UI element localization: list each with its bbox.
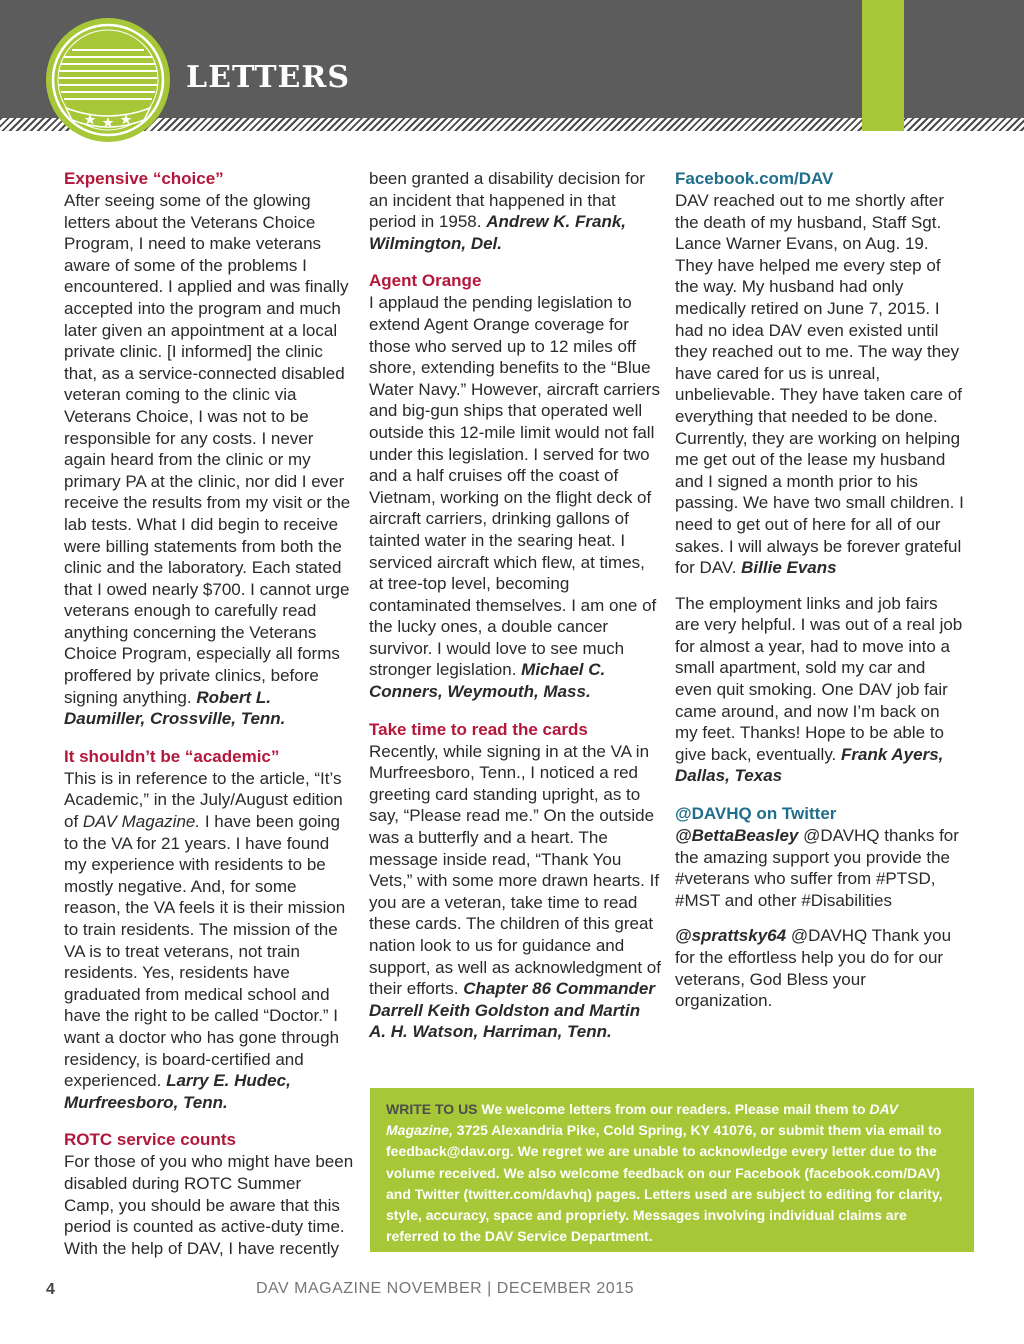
letter-body: [64, 190, 354, 730]
letter-body-continued: [369, 168, 661, 254]
letter-text: Recently, while signing in at the VA in Murfreesboro, Tenn., I noticed a red greeting card standing upright, as to say, “Please read me.” On the outside was a butterfly and a heart. The message inside read, “Thank You Vets,” with some more drawn hearts. If you are a veteran, take time to read these cards. The children of this great nation look to us for guidance and support, as well as acknowledgment of their efforts.: [369, 741, 661, 999]
post-signature: Frank Ayers, Dallas, Texas: [675, 744, 944, 786]
tweet-text: @DAVHQ thanks for the amazing support you provide the #veterans who suffer from #PTSD, #MST and other #Disabilities: [675, 826, 959, 910]
letter-text: I applaud the pending legislation to extend Agent Orange coverage for those who served up to 12 miles off shore, extending benefits to the “Blue Water Navy.” However, aircraft carriers and big-gun ships that operated well outside this 12-mile limit would not fall under this legislation. I served for two and a half cruises off the coast of Vietnam, working on the flight deck of aircraft carriers, drinking gallons of tainted water in the searing heat. I serviced aircraft which flew, at times, at tree-top level, becoming contaminated themselves. I am one of the lucky ones, a double cancer survivor. I would love to see much stronger legislation.: [369, 293, 660, 680]
post-signature: Billie Evans: [741, 558, 837, 578]
letter-title: Agent Orange: [369, 271, 482, 291]
facebook-post: [675, 190, 965, 579]
tweet: [675, 925, 965, 1011]
letter-text: I have been going to the VA for 21 years. I have found my experience with residents to be mostly negative. And, for some reason, the VA feels it is their mission to train residents. The mission of the VA is to treat veterans, not train residents. Yes, residents have graduated from medical school and have the right to be called “Doctor.” I want a doctor who has gone through residency, is board-certified and experienced.: [64, 812, 346, 1091]
column-2: [369, 168, 661, 1043]
header-accent-strip: [862, 0, 904, 131]
letter-title: ROTC service counts: [64, 1130, 236, 1150]
letter-title: It shouldn’t be “academic”: [64, 746, 280, 766]
section-title: LETTERS: [186, 60, 351, 95]
letter-text: After seeing some of the glowing letters about the Veterans Choice Program, I need to make veterans aware of some of the problems I encountered. I applied and was finally accepted into the program and much later given an appointment at a local private clinic. [I informed] the clinic that, as a service-connected disabled veteran coming to the clinic via Veterans Choice, I was not to be responsible for any costs. I never again heard from the clinic or my primary PA at the clinic, nor did I ever receive the results from my visit or the lab tests. What I did begin to receive were billing statements from both the clinic and the laboratory. Each stated that I owed nearly $700. I cannot urge veterans enough to carefully read anything concerning the Veterans Choice Program, especially all forms proffered by private clinics, before signing anything.: [64, 191, 351, 707]
footer-publication: DAV MAGAZINE NOVEMBER | DECEMBER 2015: [256, 1280, 634, 1297]
letter-title: Take time to read the cards: [369, 719, 588, 739]
letter-signature: Chapter 86 Commander Darrell Keith Goldston and Martin A. H. Watson, Harriman, Tenn.: [369, 979, 655, 1042]
column-1: [64, 168, 354, 1259]
letters-badge-icon: [44, 16, 172, 144]
letter-signature: Robert L. Daumiller, Crossville, Tenn.: [64, 687, 286, 729]
tweet-handle: @BettaBeasley: [675, 826, 799, 846]
letter-body: [369, 741, 661, 1043]
write-to-us-text: 3725 Alexandria Pike, Cold Spring, KY 41076, or submit them via email to feedback@dav.org. We regret we are unable to acknowledge every letter due to the volume received. We also welcome feedback on our Facebook (facebook.com/DAV) and Twitter (twitter.com/davhq) pages. Letters used are subject to editing for clarity, style, accuracy, space and propriety. Messages involving individual claims are referred to the DAV Service Department.: [386, 1122, 943, 1245]
letter-body: [64, 768, 354, 1114]
page-number: 4: [46, 1281, 55, 1298]
column-3: [675, 168, 965, 1012]
facebook-title: Facebook.com/DAV: [675, 169, 834, 188]
write-to-us-label: WRITE TO US: [386, 1101, 478, 1117]
letter-text: been granted a disability decision for an incident that happened in that period in 1958.: [369, 169, 645, 232]
magazine-name: DAV Magazine.: [82, 812, 201, 832]
post-text: The employment links and job fairs are very helpful. I was out of a real job for almost a year, had to move into a small apartment, sold my car and even quit smoking. One DAV job fair came around, and now I’m back on my feet. Thanks! Hope to be able to give back, eventually.: [675, 593, 963, 764]
magazine-name: DAV Magazine,: [386, 1101, 898, 1139]
twitter-title: @DAVHQ on Twitter: [675, 804, 837, 824]
tweet-handle: @sprattsky64: [675, 926, 787, 946]
write-to-us-box: [370, 1088, 974, 1252]
tweet-text: @DAVHQ Thank you for the effortless help you do for our veterans, God Bless your organization.: [675, 926, 952, 1011]
letter-title: Expensive “choice”: [64, 169, 224, 188]
tweet: [675, 825, 965, 911]
letter-body: [369, 292, 661, 702]
letter-body: For those of you who might have been disabled during ROTC Summer Camp, you should be aware that this period is counted as active-duty time. With the help of DAV, I have recently: [64, 1152, 354, 1258]
letter-signature: Andrew K. Frank, Wilmington, Del.: [369, 212, 627, 253]
post-text: DAV reached out to me shortly after the death of my husband, Staff Sgt. Lance Warner Evans, on Aug. 19. They have helped me every step of the way. My husband had only medically retired on June 7, 2015. I had no idea DAV even existed until they reached out to me. The way they have cared for us is unreal, unbelievable. They have taken care of everything that needed to be done. Currently, they are working on helping me get out of the lease my husband and I signed a month prior to his passing. We have two small children. I need to get out of here for all of our sakes. I will always be forever grateful for DAV.: [675, 191, 964, 578]
letter-signature: Michael C. Conners, Weymouth, Mass.: [369, 660, 606, 702]
letter-signature: Larry E. Hudec, Murfreesboro, Tenn.: [64, 1071, 291, 1112]
letter-text: This is in reference to the article, “It’s Academic,” in the July/August edition of: [64, 768, 343, 832]
facebook-post: [675, 593, 965, 787]
write-to-us-text: We welcome letters from our readers. Please mail them to: [477, 1101, 870, 1117]
